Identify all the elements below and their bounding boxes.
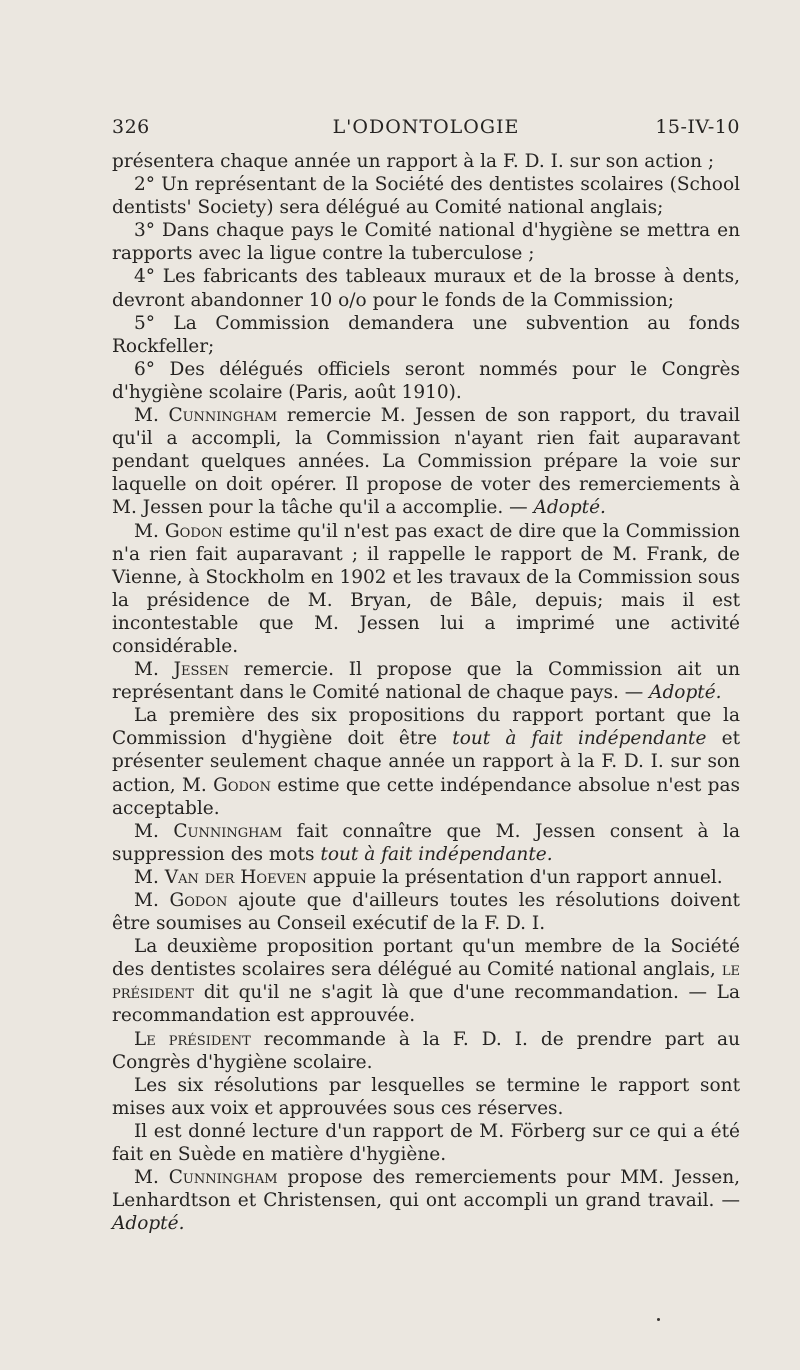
journal-title: L'ODONTOLOGIE [332,116,520,138]
paragraph-van-der-hoeven [112,866,740,889]
paragraph-six-resolutions [112,1074,740,1120]
text-run: La première des six propositions du rapport portant que la Commission d'hygiène doit être [112,705,740,750]
paragraph-godon-resolutions [112,889,740,935]
paragraph-cunningham-suppression [112,820,740,866]
text-run: La deuxième proposition portant qu'un membre de la Société des dentistes scolaires sera délégué au Comité national anglais, [112,936,740,981]
resolution-5 [112,312,740,358]
verdict: Adopté. [112,1213,185,1235]
text-run: Il est donné lecture d'un rapport de M. Förberg sur ce qui a été fait en Suède en matière d'hygiène. [112,1120,740,1166]
text-run: Les six résolutions par lesquelles se termine le rapport sont mises aux voix et approuvées sous ces réserves. [112,1074,740,1119]
text-run: estime que cette indépendance absolue n'est pas acceptable. [112,774,740,819]
speaker-name: Godon [213,774,271,796]
resolution-4 [112,265,740,311]
text-run: 2° Un représentant de la Société des dentistes scolaires (School dentists' Society) sera délégué au Comité national anglais; [112,174,740,219]
text-run: appuie la présentation d'un rapport annuel. [306,866,723,888]
speaker-name: Cunningham [168,1167,278,1189]
text-run: estime qu'il n'est pas exact de dire que la Commission n'a rien fait auparavant ; il rappelle le rapport de M. Frank, de Vienne, à Stockholm en 1902 et les travaux de la Commission sous la présidence de M. Bryan, de Bâle, depuis; mais il est incontestable que M. Jessen lui a imprimé une activité considérable. [112,520,740,657]
text-run: 4° Les fabricants des tableaux muraux et de la brosse à dents, devront abandonner 10 o/o pour le fonds de la Commission; [112,266,740,311]
resolution-2 [112,173,740,219]
running-header [112,116,740,142]
speaker-name: Cunningham [168,405,278,427]
speaker-name: Godon [164,520,223,542]
paragraph-forberg-report [112,1120,740,1166]
paragraph-cunningham-thanks [112,404,740,519]
text-run: propose des remerciements pour MM. Jessen, Lenhardtson et Christensen, qui ont accompli un grand travail. — [112,1167,740,1212]
text-run: dit qu'il ne s'agit là que d'une recommandation. — La recommandation est approuvée. [112,982,740,1027]
text-run: remercie. Il propose que la Commission ait un représentant dans le Comité national de chaque pays. — [112,659,740,704]
paragraph-godon-objection [112,520,740,659]
text-run: présentera chaque année un rapport à la F. D. I. sur son action ; [112,151,715,172]
speaker-name: Godon [169,890,228,911]
page-number: 326 [112,116,150,138]
resolution-6 [112,358,740,404]
paragraph-second-proposition [112,935,740,1027]
text-run: M. [134,1167,169,1189]
paragraph-jessen-proposal [112,658,740,704]
body-text [112,150,740,1235]
text-run: M. [134,405,169,427]
text-run: 6° Des délégués officiels seront nommés pour le Congrès d'hygiène scolaire (Paris, août 1910). [112,358,740,403]
paper-speck [657,1318,660,1321]
speaker-name: Cunningham [173,820,283,842]
text-run: M. [134,520,165,542]
text-run: recommande à la F. D. I. de prendre part au Congrès d'hygiène scolaire. [112,1028,740,1073]
speaker-name: Van der Hoeven [164,866,307,888]
issue-date: 15-IV-10 [655,116,740,138]
verdict: Adopté. [649,682,722,704]
text-run: M. [134,820,174,842]
quoted-phrase: tout à fait indépendante [452,728,707,750]
text-run: fait connaître que M. Jessen consent à la suppression des mots [112,820,740,865]
verdict: Adopté. [533,497,606,519]
text-run: M. [134,866,165,888]
text-run: 5° La Commission demandera une subvention au fonds Rockfeller; [112,312,740,357]
text-run: ajoute que d'ailleurs toutes les résolutions doivent être soumises au Conseil exécutif de la F. D. I. [112,890,740,935]
speaker-name: le président [112,959,740,1004]
quoted-phrase: tout à fait indépendante. [320,843,553,865]
paragraph-cunningham-final [112,1166,740,1235]
paragraph-president-congress [112,1028,740,1074]
text-run: remercie M. Jessen de son rapport, du travail qu'il a accompli, la Commission n'ayant rien fait auparavant pendant quelques années. La Commission prépare la voie sur laquelle on doit opérer. Il propose de voter des remerciements à M. Jessen pour la tâche qu'il a accomplie. — [112,405,740,519]
speaker-name: Jessen [173,659,229,681]
paragraph-continuation [112,150,740,173]
text-run: M. [134,659,174,681]
text-run: M. [134,890,170,911]
resolution-3 [112,219,740,265]
speaker-name: Le président [134,1028,251,1050]
text-run: et présenter seulement chaque année un rapport à la F. D. I. sur son action, M. [112,728,740,796]
text-run: 3° Dans chaque pays le Comité national d'hygiène se mettra en rapports avec la ligue contre la tuberculose ; [112,220,740,265]
paragraph-first-proposition [112,704,740,819]
